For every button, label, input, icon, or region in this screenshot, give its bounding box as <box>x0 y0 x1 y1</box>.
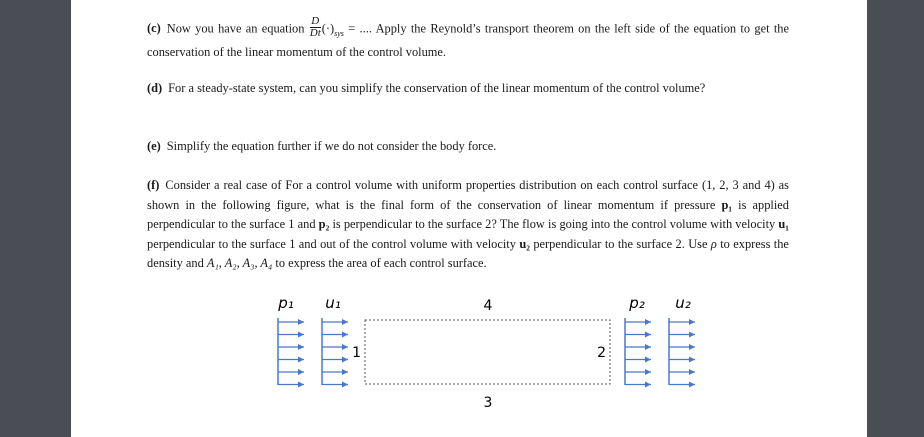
density-rho: ρ <box>710 236 717 251</box>
question-c <box>147 15 789 63</box>
surface-3-label: 3 <box>483 395 493 411</box>
frac-numerator: D <box>311 15 320 27</box>
pressure-p2-arrows <box>625 318 651 385</box>
pressure-p2: p₂ <box>318 217 330 232</box>
question-f-text-5: perpendicular to the surface 2. Use <box>533 236 708 251</box>
figure-p2-label: p₂ <box>629 294 645 312</box>
question-f-text-3: is perpendicular to the surface 2? The flow is going into the control volume with velocity <box>332 217 776 232</box>
question-c-label: (c) <box>147 21 161 36</box>
question-e-label: (e) <box>147 139 161 153</box>
question-f-text-2: is applied perpendicular to the surface 1 and <box>147 197 789 232</box>
velocity-u2: u₂ <box>519 236 530 251</box>
pressure-p1: p₁ <box>721 197 733 212</box>
velocity-u2-arrows <box>669 318 695 385</box>
control-volume-figure <box>71 290 867 420</box>
document-page <box>71 0 867 437</box>
surface-4-label: 4 <box>483 298 493 314</box>
question-c-intro: Now you have an equation <box>166 21 305 36</box>
question-f-text-1: Consider a real case of For a control volume with uniform properties distribution on each control surface (1, 2, 3 and 4) as shown in the following figure, what is the final form of the conservation of linear momentum if pressure <box>147 178 789 212</box>
material-derivative <box>310 16 321 39</box>
operator-dot: (·) <box>321 21 335 36</box>
velocity-u1-arrows <box>322 318 348 385</box>
surface-1-label: 1 <box>352 345 361 361</box>
frac-denominator: Dt <box>309 27 321 39</box>
question-f-text-4: perpendicular to the surface 1 and out of the control volume with velocity <box>147 236 516 251</box>
sys-subscript: sys <box>334 28 344 38</box>
equals-dots: = .... <box>348 21 372 36</box>
question-f-text-6: to express the density and <box>147 236 789 271</box>
figure-u1-label: u₁ <box>325 294 341 312</box>
area-symbols: A₁, A₂, A₃, A₄ <box>206 256 273 271</box>
question-e-text: Simplify the equation further if we do not consider the body force. <box>166 139 497 153</box>
question-f-label: (f) <box>147 178 160 192</box>
control-volume-box <box>365 320 610 384</box>
question-f-text-7: to express the area of each control surface. <box>275 256 487 271</box>
question-d-label: (d) <box>147 81 163 95</box>
question-e <box>147 137 789 157</box>
question-c-body: Apply the Reynold’s transport theorem on the left side of the equation to get the conservation of the linear momentum of the control volume. <box>147 21 789 60</box>
velocity-u1: u₁ <box>778 217 789 232</box>
question-d-text: For a steady-state system, can you simplify the conservation of the linear momentum of the control volume? <box>168 81 706 95</box>
figure-u2-label: u₂ <box>675 294 691 312</box>
figure-p1-label: p₁ <box>278 294 294 312</box>
pressure-p1-arrows <box>278 318 304 385</box>
surface-2-label: 2 <box>597 345 606 361</box>
question-d <box>147 79 789 99</box>
question-f <box>147 176 789 274</box>
